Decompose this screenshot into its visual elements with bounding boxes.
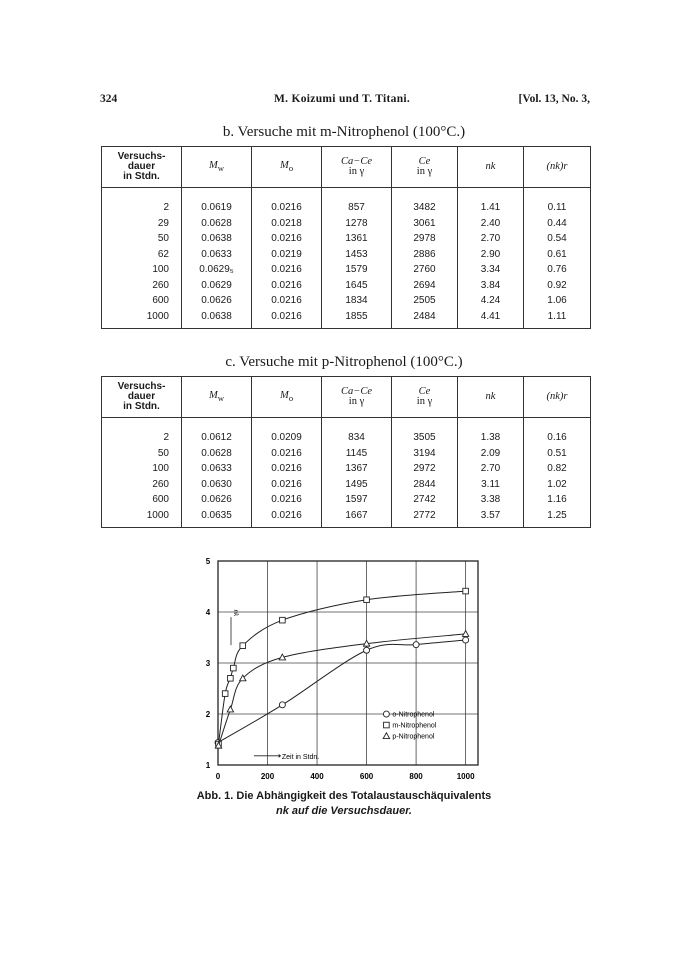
table-row <box>102 216 591 232</box>
y-tick-label: 2 <box>205 710 211 719</box>
table-cell: 1367 <box>322 461 392 477</box>
col-ca-ce: Ca−Ce in γ <box>322 147 392 188</box>
data-point-triangle <box>227 706 233 712</box>
table-cell: 50 <box>102 446 182 462</box>
table-cell: 2 <box>102 200 182 216</box>
table-cell: 1495 <box>322 477 392 493</box>
table-cell: 0.0628 <box>182 446 252 462</box>
table-cell: 0.0638 <box>182 309 252 329</box>
x-axis-label: Zeit in Stdn. <box>281 753 320 761</box>
table-cell: 1.11 <box>524 309 591 329</box>
y-tick-label: 1 <box>205 761 211 770</box>
table-row <box>102 461 591 477</box>
table-cell: 834 <box>322 430 392 446</box>
legend-entry: o-Nitrophenol <box>392 711 435 719</box>
table-b <box>101 146 591 329</box>
table-cell: 2978 <box>392 231 458 247</box>
table-cell: 2484 <box>392 309 458 329</box>
table-cell: 0.61 <box>524 247 591 263</box>
table-row <box>102 309 591 329</box>
data-point-circle <box>364 647 370 653</box>
chart-axes <box>206 557 478 781</box>
table-cell: 50 <box>102 231 182 247</box>
table-cell: 3.11 <box>458 477 524 493</box>
table-cell: 0.0629 <box>182 278 252 294</box>
table-c-header <box>102 377 591 418</box>
x-axis-arrowhead <box>279 754 281 758</box>
volume-info: [Vol. 13, No. 3, <box>518 93 590 105</box>
table-row <box>102 247 591 263</box>
data-point-square <box>240 643 246 649</box>
table-cell: 0.0216 <box>252 231 322 247</box>
legend-entry: p-Nitrophenol <box>392 733 435 741</box>
table-cell: 1834 <box>322 293 392 309</box>
table-cell: 1.06 <box>524 293 591 309</box>
table-cell: 1.02 <box>524 477 591 493</box>
y-tick-label: 3 <box>205 659 211 668</box>
table-cell: 1000 <box>102 309 182 329</box>
col-nk-r: (nk)r <box>524 377 591 418</box>
table-cell: 3.34 <box>458 262 524 278</box>
table-cell: 3505 <box>392 430 458 446</box>
table-cell: 0.44 <box>524 216 591 232</box>
table-cell: 0.0216 <box>252 262 322 278</box>
table-cell: 1579 <box>322 262 392 278</box>
table-cell: 1453 <box>322 247 392 263</box>
table-cell: 0.92 <box>524 278 591 294</box>
table-cell: 2.70 <box>458 231 524 247</box>
table-cell: 0.0635 <box>182 508 252 528</box>
data-point-circle <box>279 702 285 708</box>
table-cell: 0.0216 <box>252 293 322 309</box>
table-cell: 0.54 <box>524 231 591 247</box>
table-cell: 0.11 <box>524 200 591 216</box>
table-row <box>102 508 591 528</box>
table-cell: 4.24 <box>458 293 524 309</box>
table-cell: 62 <box>102 247 182 263</box>
table-cell: 2505 <box>392 293 458 309</box>
table-cell: 2.09 <box>458 446 524 462</box>
page-header <box>100 93 590 111</box>
table-cell: 0.0628 <box>182 216 252 232</box>
table-cell: 1.16 <box>524 492 591 508</box>
x-tick-label: 0 <box>215 772 221 781</box>
table-cell: 0.16 <box>524 430 591 446</box>
table-cell: 260 <box>102 278 182 294</box>
table-cell: 0.0638 <box>182 231 252 247</box>
table-cell: 0.0626 <box>182 492 252 508</box>
table-cell: 0.0626 <box>182 293 252 309</box>
x-tick-label: 600 <box>359 772 374 781</box>
table-cell: 0.0219 <box>252 247 322 263</box>
table-cell: 0.0633 <box>182 247 252 263</box>
table-cell: 0.0216 <box>252 492 322 508</box>
table-cell: 0.76 <box>524 262 591 278</box>
col-ca-ce: Ca−Ce in γ <box>322 377 392 418</box>
col-mo: $M_o$ <box>252 147 322 188</box>
col-nk-r: (nk)r <box>524 147 591 188</box>
table-cell: 1.25 <box>524 508 591 528</box>
data-point-triangle <box>462 631 468 637</box>
col-ce: Ce in γ <box>392 377 458 418</box>
table-cell: 0.0218 <box>252 216 322 232</box>
table-cell: 3482 <box>392 200 458 216</box>
x-tick-label: 200 <box>260 772 275 781</box>
col-mo: $M_o$ <box>252 377 322 418</box>
col-nk: nk <box>458 147 524 188</box>
table-cell: 1278 <box>322 216 392 232</box>
table-cell: 600 <box>102 293 182 309</box>
table-cell: 3194 <box>392 446 458 462</box>
data-point-square <box>280 617 286 623</box>
legend-entry: m-Nitrophenol <box>392 722 437 730</box>
table-cell: 1000 <box>102 508 182 528</box>
table-row <box>102 446 591 462</box>
table-row <box>102 262 591 278</box>
table-cell: 0.51 <box>524 446 591 462</box>
table-b-caption: b. Versuche mit m-Nitrophenol (100°C.) <box>222 124 466 140</box>
table-row <box>102 231 591 247</box>
data-point-square <box>222 691 228 697</box>
x-tick-label: 400 <box>310 772 324 781</box>
table-cell: 1.38 <box>458 430 524 446</box>
authors: M. Koizumi und T. Titani. <box>274 93 411 105</box>
col-nk: nk <box>458 377 524 418</box>
table-cell: 0.0216 <box>252 446 322 462</box>
data-point-triangle <box>383 733 389 739</box>
table-cell: 1667 <box>322 508 392 528</box>
table-cell: 0.0209 <box>252 430 322 446</box>
table-cell: 3.84 <box>458 278 524 294</box>
table-cell: 0.0216 <box>252 508 322 528</box>
table-cell: 2694 <box>392 278 458 294</box>
table-cell: 0.0216 <box>252 309 322 329</box>
table-cell: 600 <box>102 492 182 508</box>
table-cell: 100 <box>102 461 182 477</box>
chart-legend <box>383 711 437 741</box>
data-point-square <box>463 588 469 594</box>
figure-caption-line1: Abb. 1. Die Abhängigkeit des Totalaustauschäquivalents <box>196 790 492 802</box>
table-c-body <box>102 418 591 528</box>
x-tick-label: 800 <box>409 772 423 781</box>
table-cell: 260 <box>102 477 182 493</box>
data-point-square <box>384 722 390 728</box>
table-cell: 2772 <box>392 508 458 528</box>
figure-caption <box>0 789 688 819</box>
table-c <box>101 376 591 528</box>
table-cell: 2742 <box>392 492 458 508</box>
table-row <box>102 200 591 216</box>
data-point-square <box>364 597 370 603</box>
table-cell: 3.57 <box>458 508 524 528</box>
table-cell: 1645 <box>322 278 392 294</box>
table-cell: 1361 <box>322 231 392 247</box>
y-tick-label: 4 <box>205 608 211 617</box>
col-ce: Ce in γ <box>392 147 458 188</box>
data-point-circle <box>463 637 469 643</box>
table-row <box>102 293 591 309</box>
data-point-circle <box>413 642 419 648</box>
table-cell: 3061 <box>392 216 458 232</box>
table-cell: 100 <box>102 262 182 278</box>
y-tick-label: 5 <box>205 557 211 566</box>
table-b-header <box>102 147 591 188</box>
table-row <box>102 492 591 508</box>
col-versuchsdauer: Versuchs- dauer in Stdn. <box>102 147 182 188</box>
table-cell: 0.0629₅ <box>182 262 252 278</box>
col-mw: $M_w$ <box>182 147 252 188</box>
table-cell: 29 <box>102 216 182 232</box>
table-cell: 0.0630 <box>182 477 252 493</box>
table-row <box>102 430 591 446</box>
table-cell: 2760 <box>392 262 458 278</box>
table-b-body <box>102 188 591 329</box>
table-cell: 2972 <box>392 461 458 477</box>
y-axis-label: nk <box>232 609 240 617</box>
table-cell: 1597 <box>322 492 392 508</box>
table-cell: 857 <box>322 200 392 216</box>
table-cell: 1145 <box>322 446 392 462</box>
page-number: 324 <box>100 93 118 105</box>
table-cell: 0.0216 <box>252 200 322 216</box>
table-row <box>102 477 591 493</box>
data-point-circle <box>383 711 389 717</box>
table-cell: 0.0216 <box>252 477 322 493</box>
col-mw: $M_w$ <box>182 377 252 418</box>
table-cell: 1.41 <box>458 200 524 216</box>
table-cell: 2 <box>102 430 182 446</box>
table-row <box>102 278 591 294</box>
table-cell: 2844 <box>392 477 458 493</box>
nk-vs-time-chart <box>196 553 496 783</box>
table-cell: 0.0612 <box>182 430 252 446</box>
table-c-caption: c. Versuche mit p-Nitrophenol (100°C.) <box>225 354 463 370</box>
table-cell: 0.0216 <box>252 461 322 477</box>
table-cell: 2.90 <box>458 247 524 263</box>
col-versuchsdauer: Versuchs- dauer in Stdn. <box>102 377 182 418</box>
table-cell: 0.0216 <box>252 278 322 294</box>
chart-grid <box>218 561 478 765</box>
x-tick-label: 1000 <box>456 772 475 781</box>
table-cell: 2.70 <box>458 461 524 477</box>
table-cell: 0.0633 <box>182 461 252 477</box>
table-cell: 0.82 <box>524 461 591 477</box>
table-cell: 4.41 <box>458 309 524 329</box>
table-cell: 2886 <box>392 247 458 263</box>
data-point-square <box>231 665 237 671</box>
table-cell: 0.0619 <box>182 200 252 216</box>
table-cell: 3.38 <box>458 492 524 508</box>
figure-caption-line2: nk auf die Versuchsdauer. <box>276 805 412 817</box>
table-cell: 2.40 <box>458 216 524 232</box>
table-cell: 1855 <box>322 309 392 329</box>
data-point-square <box>228 676 234 682</box>
